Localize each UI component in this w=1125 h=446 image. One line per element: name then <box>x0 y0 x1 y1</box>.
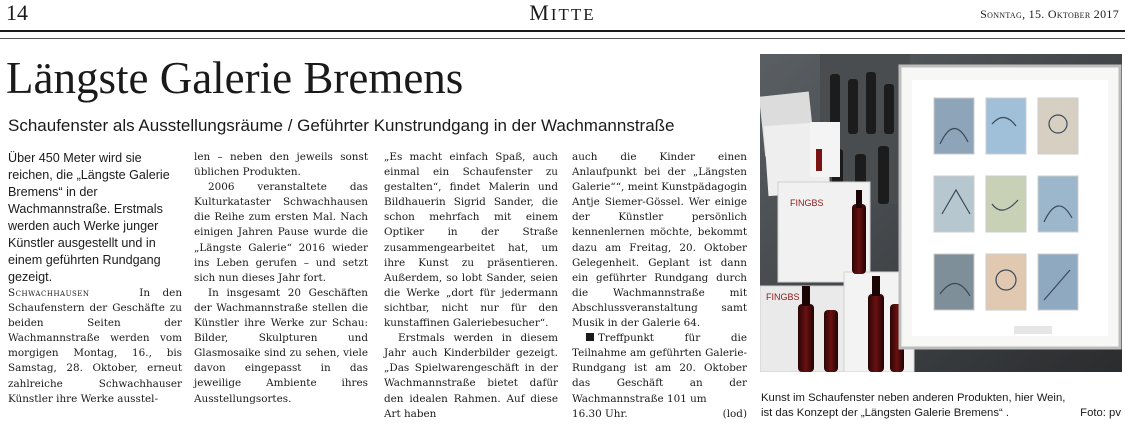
column-4-info-text: Treffpunkt für die Teilnahme am geführten Galerie-Rundgang ist am 20. Oktober das Geschäft an der Wachmannstraße 101 um <box>572 332 747 405</box>
box-brand-label: FINGBS <box>790 198 824 208</box>
article-headline: Längste Galerie Bremens <box>6 53 464 103</box>
page-number: 14 <box>6 0 28 25</box>
article-subheadline: Schaufenster als Ausstellungsräume / Geführter Kunstrundgang in der Wachmannstraße <box>8 116 675 135</box>
shop-window-illustration <box>760 54 1122 372</box>
section-initial: M <box>529 0 551 25</box>
caption-line-2: ist das Konzept der „Längsten Galerie Bremens“ . <box>761 407 1010 419</box>
header-rule <box>0 30 1125 32</box>
column-3-paragraph-1: „Es macht einfach Spaß, auch einmal ein Schaufenster zu gestalten“, findet Malerin und Bildhauerin Sigrid Sander, die schon mehrfach mit einem Optiker in der Straße zusammengearbeitet hat, um ihre Kunst zu präsentieren. Außerdem, so lobt Sander, seien die Werke „dort für jedermann sichtbar, nicht nur für den kunstaffinen Galeriebesucher“. <box>384 151 558 330</box>
issue-date-text: Sonntag, 15. Oktober 2017 <box>980 7 1119 21</box>
square-bullet-icon <box>586 333 594 341</box>
photo-credit: Foto: pv <box>1080 407 1121 419</box>
article-column-3 <box>384 150 558 422</box>
column-1-text: In den Schaufenstern der Geschäfte zu beiden Seiten der Wachmannstraße werden vom morgigen Montag, 16., bis Samstag, 28. Oktober, erneut zahlreiche Schwachhauser Künstler ihre Werke ausstel- <box>8 287 183 405</box>
article-column-4 <box>572 150 747 422</box>
shop-window-photo <box>760 54 1122 372</box>
section-rest: ITTE <box>550 5 596 24</box>
column-3-paragraph-2: Erstmals werden in diesem Jahr auch Kinderbilder gezeigt. „Das Spielwarengeschäft in der Wachmannstraße bietet dafür den idealen Rahmen. Auf diese Art haben <box>384 332 558 420</box>
issue-date <box>980 7 1119 22</box>
caption-line-2-row <box>761 406 1121 421</box>
section-name <box>0 0 1125 26</box>
column-4-last-text: 16.30 Uhr. <box>572 407 628 420</box>
box-brand-label-2: FINGBS <box>766 292 800 302</box>
photo-caption <box>761 391 1121 421</box>
column-2-paragraph-3: In insgesamt 20 Geschäften der Wachmannstraße stellen die Künstler ihre Werke zur Schau: Bilder, Skulpturen und Glasmosaike sind zu sehen, viele davon eingepasst in das jeweilige Ambiente ihres Ausstellungsortes. <box>194 286 368 405</box>
column-4-last-line <box>572 407 747 422</box>
article-lead: Über 450 Meter wird sie reichen, die „Längste Galerie Bremens“ in der Wachmannstraße. Erstmals werden auch Werke junger Künstler ausgestellt und in einem geführten Rundgang gezeigt. <box>8 151 170 284</box>
column-4-paragraph-1: auch die Kinder einen Anlaufpunkt bei der „Längsten Galerie““, meint Kunstpädagogin Antje Siemer-Gössel. Wer einige der Künstler persönlich kennenlernen möchte, bekommt dazu am Freitag, 20. Oktober Gelegenheit. Geplant ist dann ein geführter Rundgang durch die Wachmannstraße mit Abschlussveranstaltung samt Musik in der Galerie 64. <box>572 151 747 330</box>
author-signoff: (lod) <box>722 407 747 420</box>
caption-line-1: Kunst im Schaufenster neben anderen Produkten, hier Wein, <box>761 392 1066 404</box>
article-column-1 <box>8 150 182 407</box>
column-2-paragraph-2: 2006 veranstaltete das Kulturkataster Schwachhausen die Reihe zum ersten Mal. Nach einigen Jahren Pause wurde die „Längste Galerie“ 2016 wieder ins Leben gerufen – und setzt sich nun dieses Jahr fort. <box>194 181 368 284</box>
column-1-body <box>8 286 182 407</box>
column-2-paragraph-1: len – neben den jeweils sonst üblichen Produkten. <box>194 151 368 179</box>
dateline: Schwachhausen <box>8 287 90 299</box>
article-column-2 <box>194 150 368 407</box>
column-4-paragraph-2 <box>572 331 747 406</box>
